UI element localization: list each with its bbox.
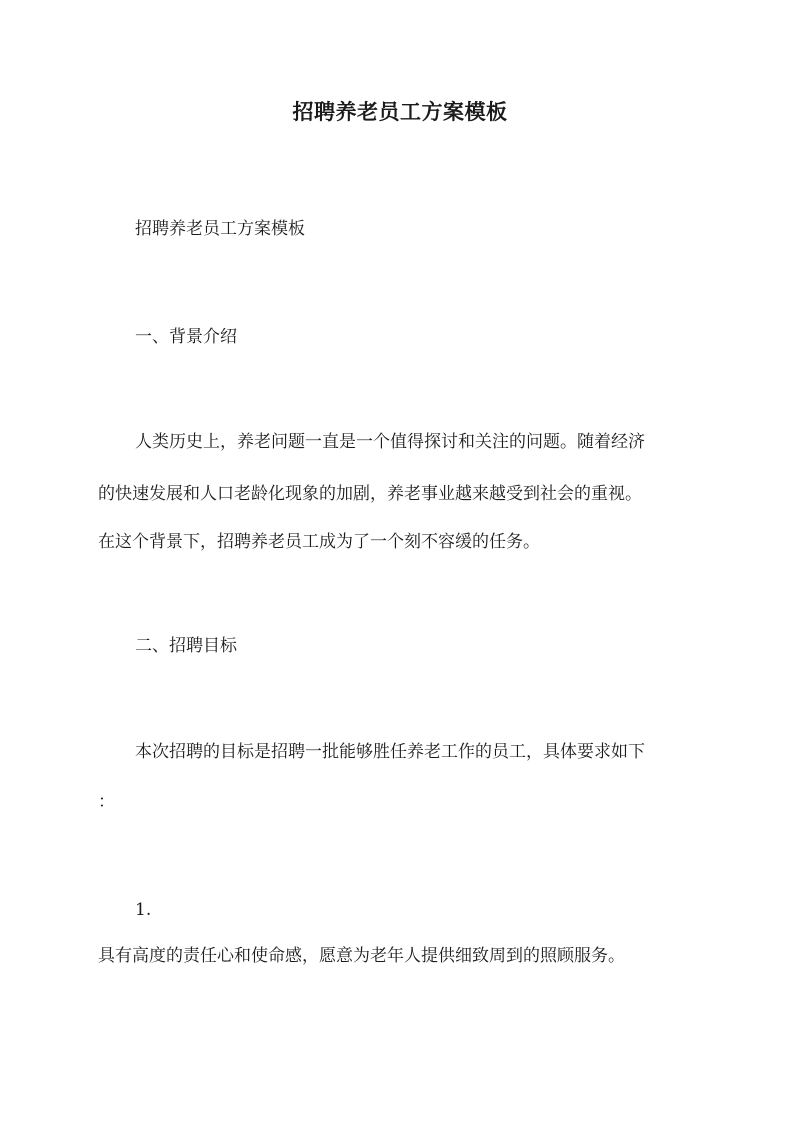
paragraph-line: ：: [98, 792, 115, 812]
section-heading-goals: 二、招聘目标: [135, 636, 237, 656]
paragraph-line: 在这个背景下，招聘养老员工成为了一个刻不容缓的任务。: [98, 532, 540, 552]
document-subtitle: 招聘养老员工方案模板: [135, 219, 305, 239]
list-item-text: 具有高度的责任心和使命感，愿意为老年人提供细致周到的照顾服务。: [98, 946, 625, 966]
document-title: 招聘养老员工方案模板: [292, 99, 508, 124]
list-item-number: 1.: [135, 900, 152, 920]
paragraph-line: 人类历史上，养老问题一直是一个值得探讨和关注的问题。随着经济: [135, 432, 645, 452]
paragraph-line: 本次招聘的目标是招聘一批能够胜任养老工作的员工，具体要求如下: [135, 742, 645, 762]
section-heading-background: 一、背景介绍: [135, 327, 237, 347]
paragraph-line: 的快速发展和人口老龄化现象的加剧，养老事业越来越受到社会的重视。: [98, 484, 642, 504]
